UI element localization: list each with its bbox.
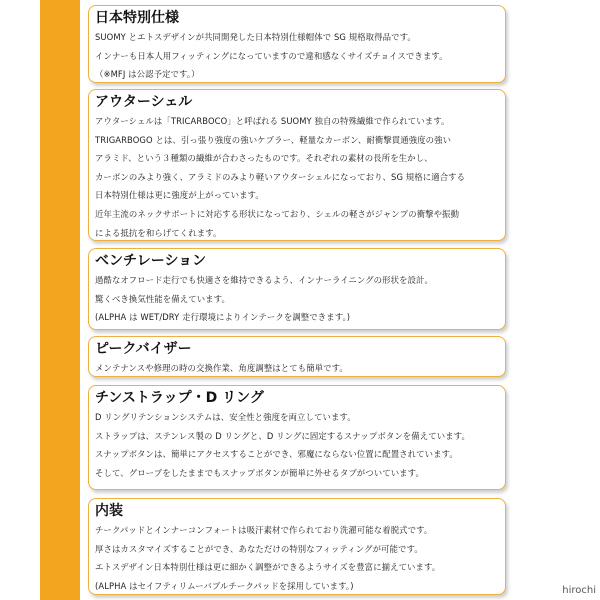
section-line: スナップボタンは、簡単にアクセスすることができ、邪魔にならない位置に配置されています。 <box>95 449 458 460</box>
section-line: アラミド、という３種類の繊維が合わさったものです。それぞれの素材の長所を生かし、 <box>95 153 433 164</box>
section-title: ベンチレーション <box>95 253 207 269</box>
section-line: による抵抗を和らげてくれます。 <box>95 227 222 238</box>
section-line: (ALPHA はセイフティリムーバブルチークパッドを採用しています。) <box>95 580 354 591</box>
section-line: カーボンのみより強く、アラミドのみより軽いアウターシェルになっており、SG 規格に適合する <box>95 171 466 182</box>
section-line: TRIGARBOGO とは、引っ張り強度の強いケブラー、軽量なカーボン、耐衝撃貫通強度の強い <box>95 134 452 145</box>
section-line: エトスデザイン日本特別仕様は更に細かく調整ができるようサイズを豊富に揃えています。 <box>95 562 441 573</box>
section-line: 近年主流のネックサポートに対応する形状になっており、シェルの軽さがジャンプの衝撃や振動 <box>95 208 460 219</box>
section-line: 日本特別仕様は更に強度が上がっています。 <box>95 190 264 201</box>
side-band <box>40 0 80 600</box>
section-japan-spec <box>88 5 506 83</box>
section-outer-shell <box>88 89 506 241</box>
section-title: 内装 <box>95 503 123 519</box>
section-line: SUOMY とエトスデザインが共同開発した日本特別仕様帽体で SG 規格取得品です。 <box>95 32 416 42</box>
section-title: チンストラップ・D リング <box>95 390 264 406</box>
section-interior <box>88 498 506 595</box>
section-line: インナーも日本人用フィッティングになっていますので違和感なくサイズチョイスできます。 <box>95 50 448 61</box>
section-line: 驚くべき換気性能を備えています。 <box>95 293 230 304</box>
section-line: 過酷なオフロード走行でも快適さを維持できるよう、インナーライニングの形状を設計。 <box>95 275 433 285</box>
section-line: (ALPHA は WET/DRY 走行環境によりインテークを調整できます。) <box>95 312 351 323</box>
section-title: 日本特別仕様 <box>95 10 179 26</box>
section-line: メンテナンスや修理の時の交換作業、角度調整はとても簡単です。 <box>95 363 348 373</box>
section-ventilation <box>88 248 506 330</box>
section-title: アウターシェル <box>95 94 193 110</box>
section-line: 厚さはカスタマイズすることができ、あなただけの特別なフィッティングが可能です。 <box>95 543 423 554</box>
section-line: D リングリテンションシステムは、安全性と強度を両立しています。 <box>95 412 356 422</box>
section-peak-visor <box>88 336 506 377</box>
section-line: チークパッドとインナーコンフォートは吸汗素材で作られており洗濯可能な着脱式です。 <box>95 525 433 535</box>
section-title: ピークバイザー <box>95 341 192 357</box>
section-line: そして、グローブをしたままでもスナップボタンが簡単に外せるタブがついています。 <box>95 467 424 478</box>
section-line: アウターシェルは「TRICARBOCO」と呼ばれる SUOMY 独自の特殊繊維で作られています。 <box>95 116 450 126</box>
section-line: ストラップは、ステンレス製の D リングと、D リングに固定するスナップボタンを備えています。 <box>95 430 470 441</box>
watermark: hirochi <box>562 585 596 596</box>
section-chinstrap <box>88 385 506 490</box>
section-line: （※MFJ は公認予定です。） <box>95 69 200 80</box>
